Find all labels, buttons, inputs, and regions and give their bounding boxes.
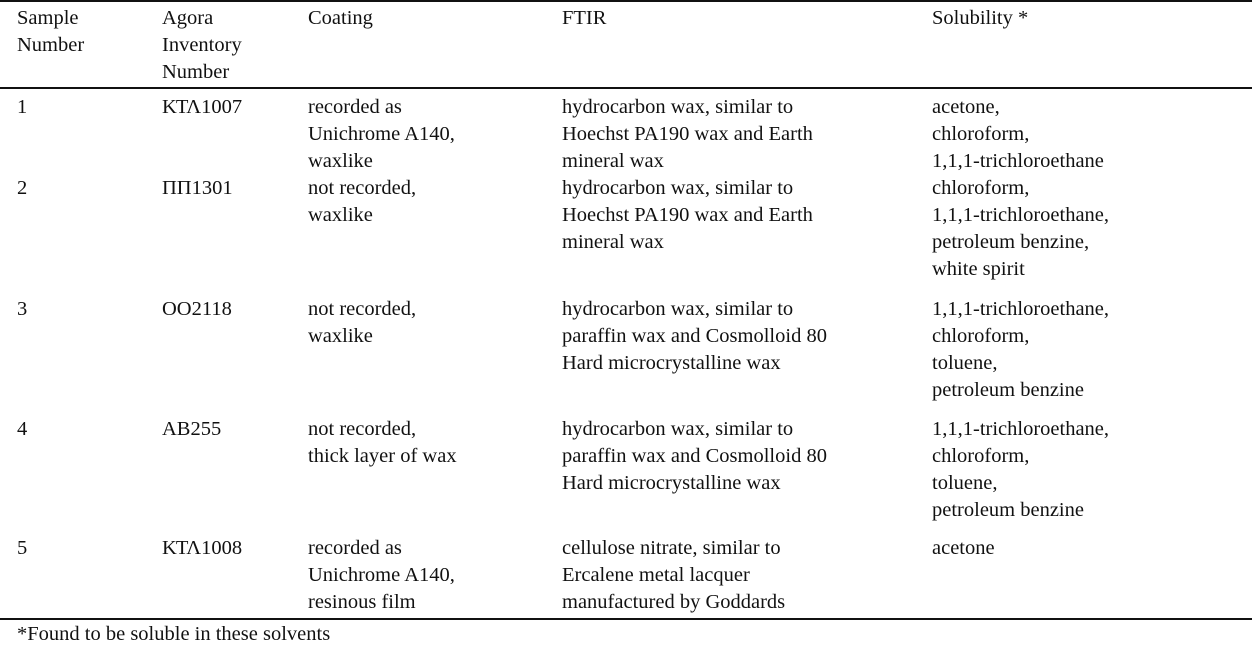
cell-solubility: 1,1,1-trichloroethane, chloroform, toluene, petroleum benzine	[932, 298, 1110, 401]
header-agora-inventory-number: Agora Inventory Number	[162, 7, 242, 83]
cell-coating: not recorded, thick layer of wax	[308, 418, 457, 467]
table-top-rule	[0, 0, 1252, 2]
header-sample-number: Sample Number	[17, 7, 85, 56]
header-ftir: FTIR	[562, 7, 607, 29]
cell-solubility: chloroform, 1,1,1-trichloroethane, petroleum benzine, white spirit	[932, 177, 1110, 280]
cell-coating: not recorded, waxlike	[308, 298, 417, 347]
cell-inventory-number: ΚΤΛ1007	[162, 96, 243, 118]
cell-coating: not recorded, waxlike	[308, 177, 417, 226]
header-solubility: Solubility *	[932, 7, 1029, 29]
cell-solubility: 1,1,1-trichloroethane, chloroform, toluene, petroleum benzine	[932, 418, 1110, 521]
cell-inventory-number: ΟΟ2118	[162, 298, 232, 320]
cell-sample-number: 3	[17, 298, 28, 320]
cell-ftir: hydrocarbon wax, similar to paraffin wax and Cosmolloid 80 Hard microcrystalline wax	[562, 418, 827, 494]
cell-ftir: cellulose nitrate, similar to Ercalene metal lacquer manufactured by Goddards	[562, 537, 786, 613]
cell-inventory-number: ΑΒ255	[162, 418, 222, 440]
table-bottom-rule	[0, 618, 1252, 620]
header-coating: Coating	[308, 7, 373, 29]
cell-ftir: hydrocarbon wax, similar to paraffin wax and Cosmolloid 80 Hard microcrystalline wax	[562, 298, 827, 374]
cell-ftir: hydrocarbon wax, similar to Hoechst PA190 wax and Earth mineral wax	[562, 177, 813, 253]
cell-coating: recorded as Unichrome A140, waxlike	[308, 96, 455, 172]
cell-sample-number: 4	[17, 418, 28, 440]
cell-sample-number: 1	[17, 96, 28, 118]
table-footnote: *Found to be soluble in these solvents	[17, 623, 331, 645]
cell-ftir: hydrocarbon wax, similar to Hoechst PA190 wax and Earth mineral wax	[562, 96, 813, 172]
cell-coating: recorded as Unichrome A140, resinous film	[308, 537, 455, 613]
cell-sample-number: 5	[17, 537, 28, 559]
table-header-rule	[0, 87, 1252, 89]
cell-solubility: acetone, chloroform, 1,1,1-trichloroethane	[932, 96, 1104, 172]
cell-inventory-number: ΚΤΛ1008	[162, 537, 243, 559]
cell-inventory-number: ΠΠ1301	[162, 177, 233, 199]
cell-sample-number: 2	[17, 177, 28, 199]
cell-solubility: acetone	[932, 537, 995, 559]
